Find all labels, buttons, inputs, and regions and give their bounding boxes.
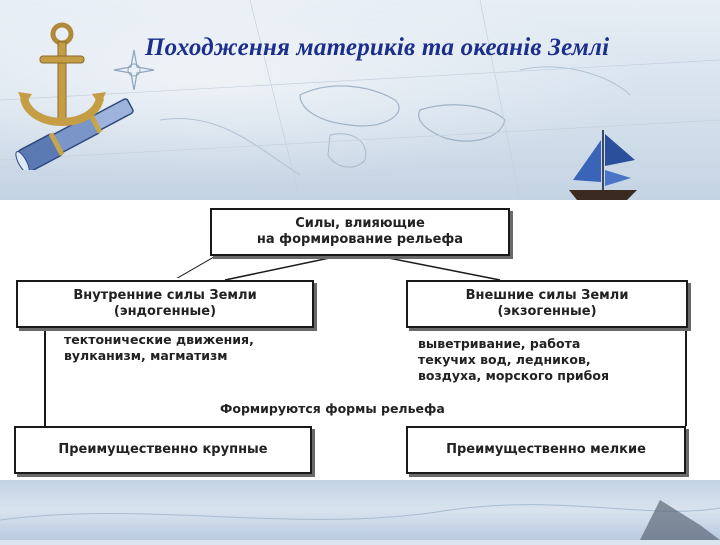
header-background xyxy=(0,0,720,200)
right-text xyxy=(418,336,609,384)
right-box xyxy=(406,280,688,328)
sailing-ship-icon xyxy=(565,120,645,200)
footer-decoration xyxy=(0,480,720,540)
right-text-line1: выветривание, работа xyxy=(418,336,581,351)
left-box-line1: Внутренние силы Земли xyxy=(73,288,257,303)
bottom-left-box-label: Преимущественно крупные xyxy=(58,442,268,457)
top-box xyxy=(210,208,510,256)
right-box-line1: Внешние силы Земли xyxy=(465,288,629,303)
left-box-line2: (эндогенные) xyxy=(113,304,217,319)
right-box-line2: (экзогенные) xyxy=(497,304,597,319)
left-text xyxy=(64,332,254,364)
left-box xyxy=(16,280,314,328)
top-box-line1: Силы, влияющие xyxy=(295,216,425,231)
footer-background xyxy=(0,480,720,540)
middle-text: Формируются формы рельефа xyxy=(220,401,445,416)
top-box-line2: на формирование рельефа xyxy=(256,232,464,247)
anchor-icon xyxy=(12,20,112,150)
bottom-right-box-label: Преимущественно мелкие xyxy=(446,442,646,457)
page-title: Походження материків та океанів Землі xyxy=(145,34,610,61)
bottom-left-box xyxy=(14,426,312,474)
left-text-line1: тектонические движения, xyxy=(64,332,254,347)
right-text-line3: воздуха, морского прибоя xyxy=(418,368,609,383)
right-text-line2: текучих вод, ледников, xyxy=(418,352,591,367)
diagram xyxy=(0,200,720,480)
bottom-right-box xyxy=(406,426,686,474)
left-text-line2: вулканизм, магматизм xyxy=(64,348,228,363)
